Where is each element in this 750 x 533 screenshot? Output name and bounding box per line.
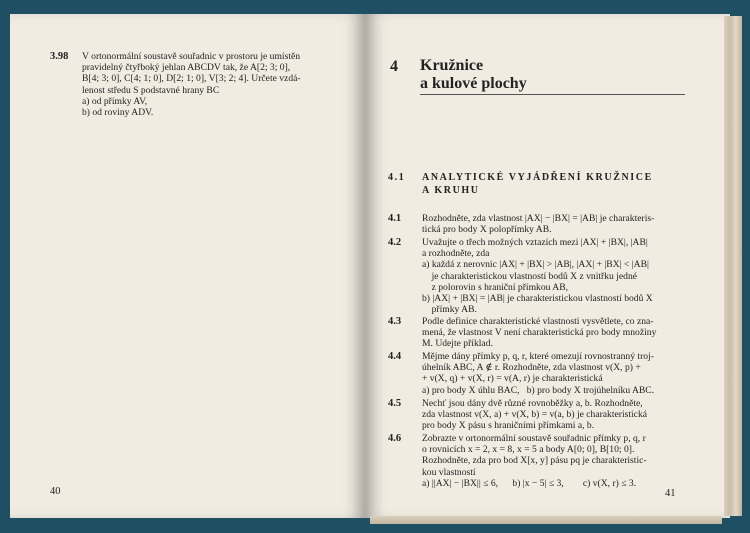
- section-title-line: ANALYTICKÉ VYJÁDŘENÍ KRUŽNICE: [422, 172, 653, 183]
- book-edge-bottom: [370, 516, 722, 524]
- left-page: [10, 14, 365, 518]
- text-line: tická pro body X polopřímky AB.: [422, 224, 552, 236]
- chapter-title: [420, 57, 527, 93]
- text-line: + v(X, q) + v(X, r) = v(A, r) je charakteristická: [422, 373, 603, 385]
- text-line: a) ||AX| − |BX|| ≤ 6, b) |x − 5| ≤ 3, c) v(X, r) ≤ 3.: [422, 477, 637, 489]
- text-line: Uvažujte o třech možných vztazích mezi |AX| + |BX|, |AB|: [422, 237, 648, 248]
- problem-text: [82, 51, 347, 118]
- right-page: [365, 14, 730, 518]
- problem-text: [422, 237, 653, 315]
- chapter-title-line: Kružnice: [420, 57, 484, 74]
- text-line: Mějme dány přímky p, q, r, které omezují rovnostranný troj-: [422, 351, 654, 362]
- text-line: a) od přímky AV,: [82, 95, 148, 107]
- section-number: 4.1: [388, 172, 406, 183]
- text-line: B[4; 3; 0], C[4; 1; 0], D[2; 1; 0], V[3; 2; 4]. Určete vzdá-: [82, 73, 301, 85]
- section-title: [422, 171, 653, 197]
- chapter-number: 4: [390, 58, 398, 75]
- page-number: 40: [50, 486, 61, 497]
- problem-text: [422, 316, 656, 350]
- text-line: b) |AX| + |BX| = |AB| je charakteristickou vlastností bodů X: [422, 293, 653, 305]
- text-line: lenost středu S podstavné hrany BC: [82, 84, 220, 96]
- text-line: pro body X pásu s hraničními přímkami a, b.: [422, 420, 595, 432]
- text-line: M. Udejte příklad.: [422, 338, 493, 350]
- text-line: je charakteristickou vlastností bodů X z vnitřku jedné: [422, 270, 638, 282]
- text-line: Nechť jsou dány dvě různé rovnoběžky a, b. Rozhodněte,: [422, 398, 643, 409]
- text-line: úhelník ABC, A ∉ r. Rozhodněte, zda vlastnost v(X, p) +: [422, 362, 641, 374]
- text-line: zda vlastnost v(X, a) + v(X, b) = v(a, b) je charakteristická: [422, 409, 647, 421]
- text-line: a) každá z nerovnic |AX| + |BX| > |AB|, |AX| + |BX| < |AB|: [422, 259, 649, 271]
- text-line: Zobrazte v ortonormální soustavě souřadnic přímky p, q, r: [422, 433, 646, 444]
- text-line: z polorovin s hraniční přímkou AB,: [422, 281, 569, 293]
- text-line: mená, že vlastnost V není charakteristická pro body množiny: [422, 327, 657, 339]
- text-line: Podle definice charakteristické vlastnosti vysvětlete, co zna-: [422, 316, 654, 327]
- text-line: V ortonormální soustavě souřadnic v prostoru je umístěn: [82, 51, 301, 62]
- text-line: Rozhodněte, zda pro bod X[x, y] pásu pq je charakteristic-: [422, 455, 647, 467]
- problem-number: 4.3: [388, 316, 402, 327]
- problem-number: 4.1: [388, 213, 402, 224]
- text-line: pravidelný čtyřboký jehlan ABCDV tak, že A[2; 3; 0],: [82, 62, 291, 74]
- problem-text: [422, 398, 647, 432]
- problem-number: 4.6: [388, 433, 402, 444]
- chapter-title-line: a kulové plochy: [420, 75, 527, 92]
- problem-number: 4.2: [388, 237, 402, 248]
- problem-number: 4.4: [388, 351, 402, 362]
- text-line: kou vlastností: [422, 466, 476, 478]
- problem-text: [422, 351, 654, 396]
- section-title-line: A KRUHU: [422, 185, 480, 196]
- page-number: 41: [665, 488, 676, 499]
- text-line: a) pro body X úhlu BAC, b) pro body X trojúhelníku ABC.: [422, 384, 655, 396]
- text-line: Rozhodněte, zda vlastnost |AX| − |BX| = |AB| je charakteris-: [422, 213, 655, 224]
- problem-text: [422, 213, 654, 235]
- chapter-rule: [420, 94, 685, 95]
- problem-number: 3.98: [50, 51, 69, 62]
- text-line: b) od roviny ADV.: [82, 107, 154, 119]
- book-edge: [724, 16, 742, 516]
- text-line: o rovnicích x = 2, x = 8, x = 5 a body A[0; 0], B[10; 0].: [422, 444, 635, 456]
- problem-number: 4.5: [388, 398, 402, 409]
- problem-text: [422, 433, 647, 489]
- text-line: a rozhodněte, zda: [422, 248, 490, 260]
- text-line: přímky AB.: [422, 304, 477, 316]
